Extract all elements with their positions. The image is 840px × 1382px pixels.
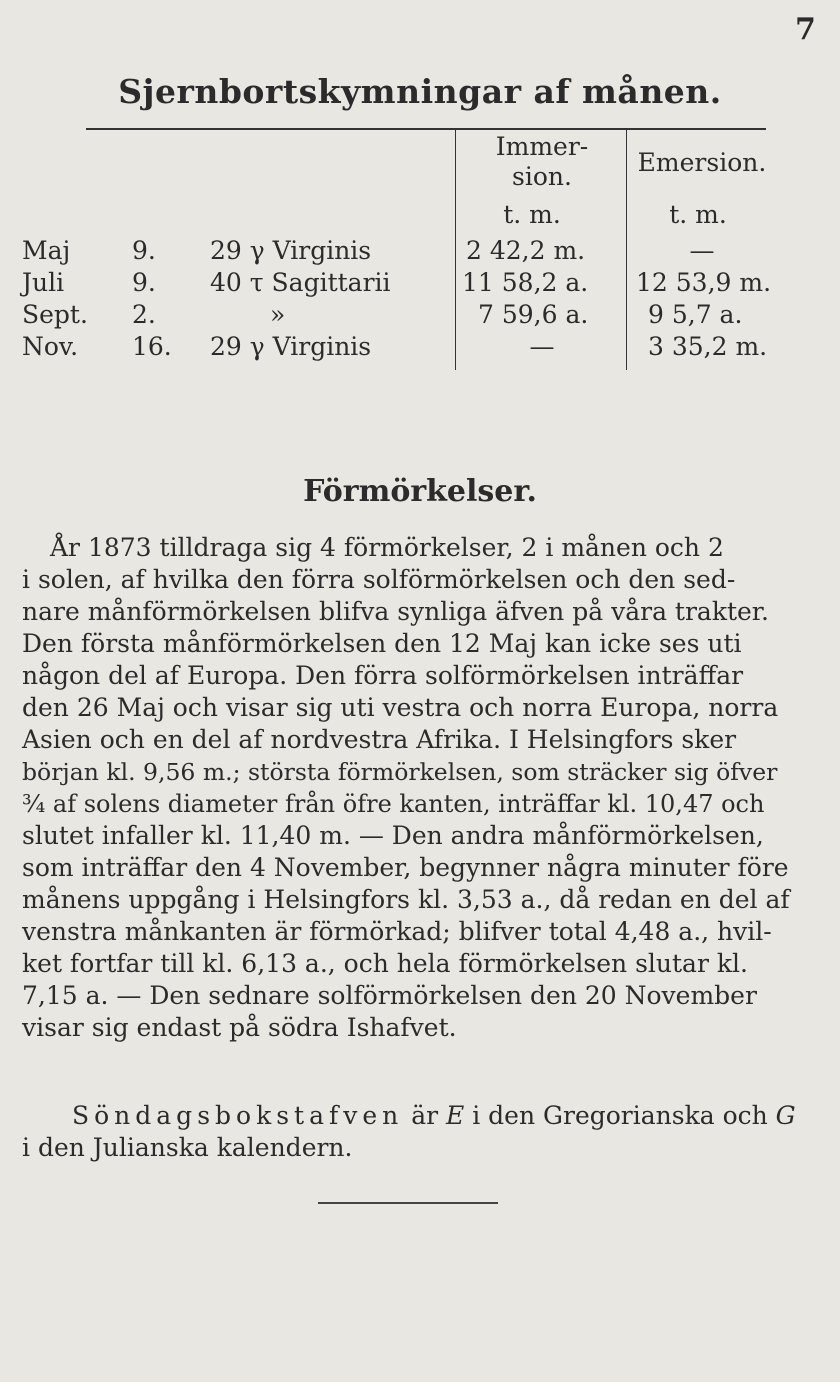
row-month: Sept. bbox=[22, 300, 88, 329]
row-month: Maj bbox=[22, 236, 71, 265]
row-day: 16. bbox=[132, 332, 172, 361]
emersion-header: Emersion. bbox=[637, 148, 767, 177]
paragraph-line: Asien och en del af nordvestra Afrika. I Helsingfors sker bbox=[22, 725, 737, 754]
dominical-text-a: är bbox=[403, 1101, 447, 1130]
immersion-header-line1: Immer- bbox=[495, 132, 589, 161]
row-month: Juli bbox=[22, 268, 65, 297]
page-number: 7 bbox=[795, 12, 816, 47]
dominical-text-b: i den Gregorianska och bbox=[464, 1101, 776, 1130]
row-star: 29 γ Virginis bbox=[210, 236, 372, 265]
immersion-header bbox=[458, 132, 626, 192]
row-day: 9. bbox=[132, 236, 156, 265]
paragraph-line: ¾ af solens diameter från öfre kanten, inträffar kl. 10,47 och bbox=[22, 790, 765, 818]
paragraph-line: som inträffar den 4 November, begynner några minuter före bbox=[22, 853, 789, 882]
table-divider-right bbox=[626, 130, 627, 370]
section-title: Förmörkelser. bbox=[303, 474, 537, 509]
paragraph-line: 7,15 a. — Den sednare solförmörkelsen den 20 November bbox=[22, 981, 757, 1010]
paragraph-line: i solen, af hvilka den förra solförmörkelsen och den sed- bbox=[22, 565, 736, 594]
immersion-header-line2: sion. bbox=[512, 162, 572, 191]
dominical-line-1 bbox=[22, 1100, 820, 1132]
row-day: 2. bbox=[132, 300, 156, 329]
row-immersion: 7 59,6 a. bbox=[478, 300, 589, 329]
dominical-letter-g: G bbox=[775, 1101, 796, 1130]
row-emersion: 3 35,2 m. bbox=[648, 332, 768, 361]
row-emersion: 12 53,9 m. bbox=[636, 268, 772, 297]
row-month: Nov. bbox=[22, 332, 79, 361]
table-top-rule bbox=[86, 128, 766, 130]
table-divider-left bbox=[455, 130, 456, 370]
dominical-word: Söndagsbokstafven bbox=[72, 1101, 404, 1130]
paragraph-line: början kl. 9,56 m.; största förmörkelsen, som sträcker sig öfver bbox=[22, 758, 778, 786]
dominical-letter-e: E bbox=[446, 1101, 465, 1130]
row-star: 29 γ Virginis bbox=[210, 332, 372, 361]
paragraph-line: Den första månförmörkelsen den 12 Maj kan icke ses uti bbox=[22, 629, 742, 658]
paragraph-line: den 26 Maj och visar sig uti vestra och norra Europa, norra bbox=[22, 693, 779, 722]
paragraph-line: slutet infaller kl. 11,40 m. — Den andra månförmörkelsen, bbox=[22, 821, 764, 850]
row-day: 9. bbox=[132, 268, 156, 297]
row-emersion: — bbox=[689, 236, 715, 265]
immersion-units: t. m. bbox=[503, 200, 561, 229]
paragraph-line: visar sig endast på södra Ishafvet. bbox=[22, 1013, 457, 1042]
row-star: » bbox=[270, 300, 286, 329]
paragraph-line: År 1873 tilldraga sig 4 förmörkelser, 2 i månen och 2 bbox=[50, 533, 724, 562]
paragraph-line: någon del af Europa. Den förra solförmörkelsen inträffar bbox=[22, 661, 744, 690]
paragraph-line: ket fortfar till kl. 6,13 a., och hela förmörkelsen slutar kl. bbox=[22, 949, 748, 978]
paragraph-line: månens uppgång i Helsingfors kl. 3,53 a., då redan en del af bbox=[22, 885, 790, 914]
row-emersion: 9 5,7 a. bbox=[648, 300, 743, 329]
row-star: 40 τ Sagittarii bbox=[210, 268, 391, 297]
page-title: Sjernbortskymningar af månen. bbox=[118, 72, 722, 111]
paragraph-line: nare månförmörkelsen blifva synliga äfven på våra trakter. bbox=[22, 597, 769, 626]
dominical-line-2: i den Julianska kalendern. bbox=[22, 1133, 353, 1162]
row-immersion: 11 58,2 a. bbox=[462, 268, 589, 297]
emersion-units: t. m. bbox=[669, 200, 727, 229]
row-immersion: — bbox=[529, 332, 555, 361]
paragraph-line: venstra månkanten är förmörkad; blifver total 4,48 a., hvil- bbox=[22, 917, 772, 946]
footer-rule bbox=[318, 1202, 498, 1204]
row-immersion: 2 42,2 m. bbox=[466, 236, 586, 265]
